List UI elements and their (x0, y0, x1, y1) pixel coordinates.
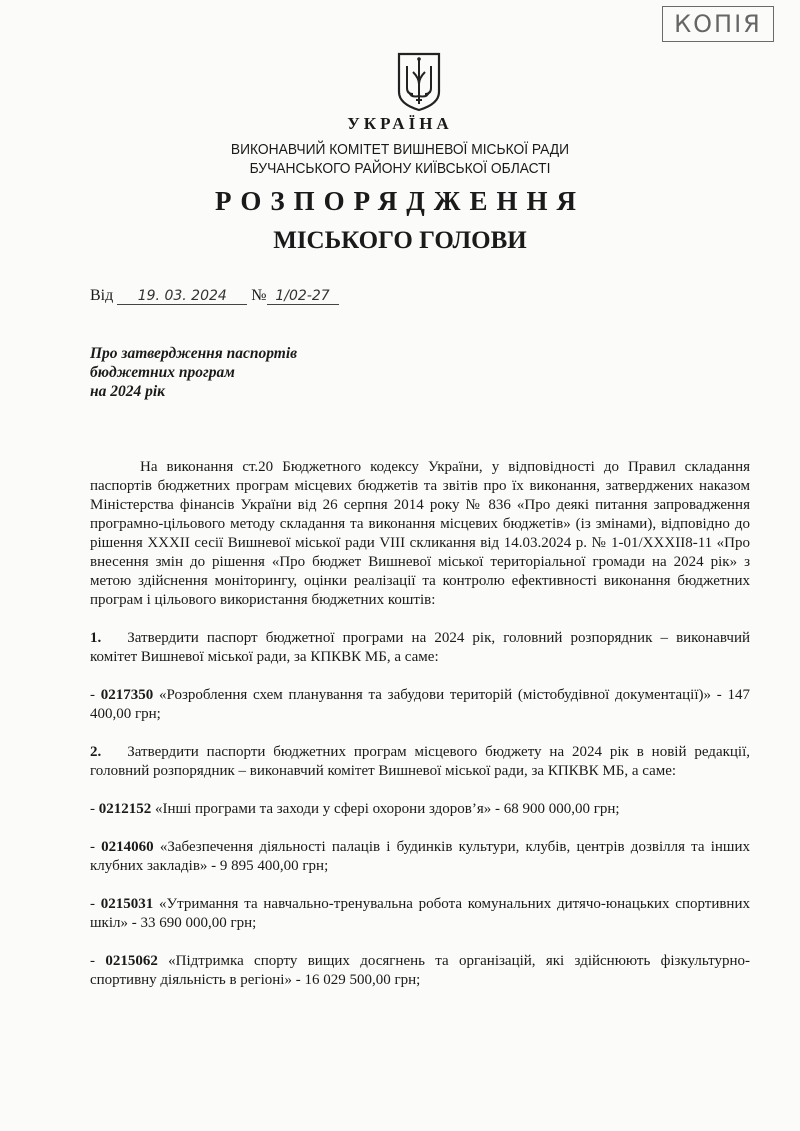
point-1-text: Затвердити паспорт бюджетної програми на 2024 рік, головний розпорядник – виконавчий комітет Вишневої міської ради, за КПКВК МБ, а саме: (90, 630, 750, 665)
program-code: 0214060 (101, 839, 154, 855)
date-number-line (90, 287, 339, 305)
subject-line-3: на 2024 рік (90, 383, 166, 400)
document-body (90, 458, 750, 1009)
handwritten-date: 19. 03. 2024 (117, 288, 247, 305)
point-2 (90, 743, 750, 781)
item-prefix: - (90, 953, 106, 969)
from-label: Від (90, 287, 114, 304)
program-code: 0215062 (105, 953, 158, 969)
program-code: 0215031 (100, 896, 154, 912)
handwritten-number: 1/02-27 (267, 288, 339, 305)
coat-of-arms-icon (397, 52, 441, 112)
point-2-items (90, 800, 750, 1009)
program-description: «Утримання та навчально-тренувальна робота комунальних дитячо-юнацьких спортивних шкіл» - 33 690 000,00 грн; (90, 896, 750, 931)
document-subject (90, 344, 297, 401)
item-prefix: - (90, 801, 99, 817)
document-title: РОЗПОРЯДЖЕННЯ (214, 186, 586, 216)
budget-program-item (90, 895, 750, 933)
copy-stamp: КОПІЯ (662, 6, 774, 42)
program-description: «Підтримка спорту вищих досягнень та організацій, які здійснюють фізкультурно-спортивну діяльність в регіоні» - 16 029 500,00 грн; (90, 953, 750, 988)
budget-program-item (90, 800, 750, 819)
organization-name (32, 140, 768, 178)
country-name: УКРАЇНА (347, 114, 453, 133)
subject-line-2: бюджетних програм (90, 364, 235, 381)
point-2-number: 2. (90, 744, 102, 760)
program-description: «Інші програми та заходи у сфері охорони здоров’я» - 68 900 000,00 грн; (151, 801, 620, 817)
budget-program-item (90, 686, 750, 724)
preamble-paragraph: На виконання ст.20 Бюджетного кодексу України, у відповідності до Правил складання паспортів бюджетних програм місцевих бюджетів та звітів про їх виконання, затверджених наказом Міністерства фінансів України від 26 серпня 2014 року № 836 «Про деякі питання запровадження програмно-цільового методу складання та виконання місцевих бюджетів» (із змінами), відповідно до рішення XXXII сесії Вишневої міської ради VIII скликання від 14.03.2024 р. № 1-01/XXXII8-11 «Про внесення змін до рішення «Про бюджет Вишневої міської територіальної громади на 2024 рік» з метою здійснення моніторингу, оцінки реалізації та контролю ефективності виконання бюджетних програм і цільового використання бюджетних коштів: (90, 459, 750, 608)
item-prefix: - (90, 687, 101, 703)
org-line-2: БУЧАНСЬКОГО РАЙОНУ КИЇВСЬКОЇ ОБЛАСТІ (249, 160, 551, 177)
program-code: 0212152 (98, 801, 152, 817)
budget-program-item (90, 952, 750, 990)
document-subtitle: МІСЬКОГО ГОЛОВИ (273, 227, 527, 254)
budget-program-item (90, 838, 750, 876)
program-code: 0217350 (100, 687, 154, 703)
org-line-1: ВИКОНАВЧИЙ КОМІТЕТ ВИШНЕВОЇ МІСЬКОЇ РАДИ (230, 141, 570, 158)
item-prefix: - (90, 839, 102, 855)
program-description: «Розроблення схем планування та забудови територій (містобудівної документації)» - 147 400,00 грн; (90, 687, 750, 722)
item-prefix: - (90, 896, 101, 912)
point-1 (90, 629, 750, 667)
point-1-items (90, 686, 750, 743)
point-1-number: 1. (90, 630, 102, 646)
number-label: № (251, 287, 267, 304)
subject-line-1: Про затвердження паспортів (90, 345, 298, 362)
point-2-text: Затвердити паспорти бюджетних програм місцевого бюджету на 2024 рік в новій редакції, головний розпорядник – виконавчий комітет Вишневої міської ради, за КПКВК МБ, а саме: (90, 744, 750, 779)
program-description: «Забезпечення діяльності палаців і будинків культури, клубів, центрів дозвілля та інших клубних закладів» - 9 895 400,00 грн; (90, 839, 750, 874)
